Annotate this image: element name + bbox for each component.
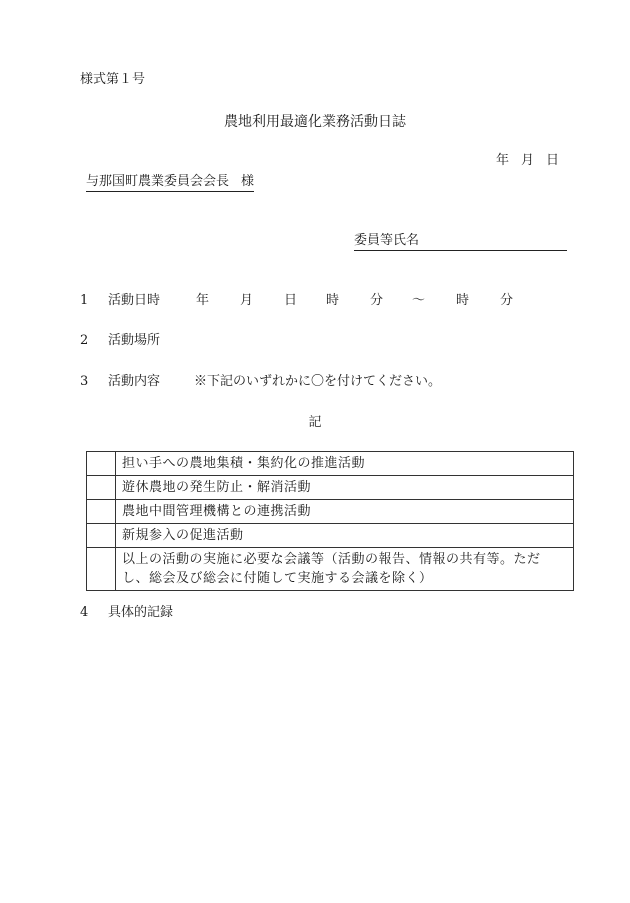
- item-number-3: 3: [80, 374, 89, 389]
- datetime-unit-hour-end: 時: [456, 293, 470, 308]
- check-cell[interactable]: [87, 476, 116, 500]
- table-row: [87, 452, 574, 476]
- datetime-unit-day: 日: [284, 293, 298, 308]
- check-cell[interactable]: [87, 548, 116, 591]
- date-month: 月: [521, 153, 535, 168]
- item-label-record: 具体的記録: [108, 605, 174, 620]
- activity-text: 新規参入の促進活動: [116, 524, 574, 548]
- activity-text: 担い手への農地集積・集約化の推進活動: [116, 452, 574, 476]
- datetime-range-tilde: ～: [412, 293, 426, 308]
- member-name-field[interactable]: [354, 233, 567, 251]
- check-cell[interactable]: [87, 452, 116, 476]
- check-cell[interactable]: [87, 524, 116, 548]
- table-row: [87, 548, 574, 591]
- item-number-1: 1: [80, 293, 89, 308]
- datetime-unit-month: 月: [240, 293, 254, 308]
- ki-heading: 記: [308, 415, 322, 430]
- datetime-unit-hour-start: 時: [326, 293, 340, 308]
- datetime-unit-minute-end: 分: [500, 293, 514, 308]
- check-cell[interactable]: [87, 500, 116, 524]
- activity-text: 以上の活動の実施に必要な会議等（活動の報告、情報の共有等。ただし、総会及び総会に付随して実施する会議を除く）: [116, 548, 574, 591]
- item-number-2: 2: [80, 333, 89, 348]
- activity-text: 農地中間管理機構との連携活動: [116, 500, 574, 524]
- addressee: [86, 174, 254, 192]
- item-label-datetime: 活動日時: [108, 293, 161, 308]
- item-label-location: 活動場所: [108, 333, 161, 348]
- table-row: [87, 524, 574, 548]
- table-row: [87, 476, 574, 500]
- item-label-content: 活動内容: [108, 374, 161, 389]
- addressee-honorific: 様: [241, 174, 255, 189]
- datetime-unit-year: 年: [196, 293, 210, 308]
- date-year: 年: [496, 153, 510, 168]
- table-row: [87, 500, 574, 524]
- member-name-label: 委員等氏名: [354, 233, 420, 248]
- activity-text: 遊休農地の発生防止・解消活動: [116, 476, 574, 500]
- addressee-name: 与那国町農業委員会会長: [86, 174, 230, 189]
- item-number-4: 4: [80, 605, 89, 620]
- document-title: 農地利用最適化業務活動日誌: [224, 114, 406, 130]
- activity-note: ※下記のいずれかに〇を付けてください。: [194, 374, 442, 389]
- datetime-unit-minute-start: 分: [370, 293, 384, 308]
- date-day: 日: [546, 153, 560, 168]
- form-number: 様式第１号: [80, 72, 146, 87]
- date-line: [496, 153, 559, 169]
- activity-table: [86, 451, 574, 591]
